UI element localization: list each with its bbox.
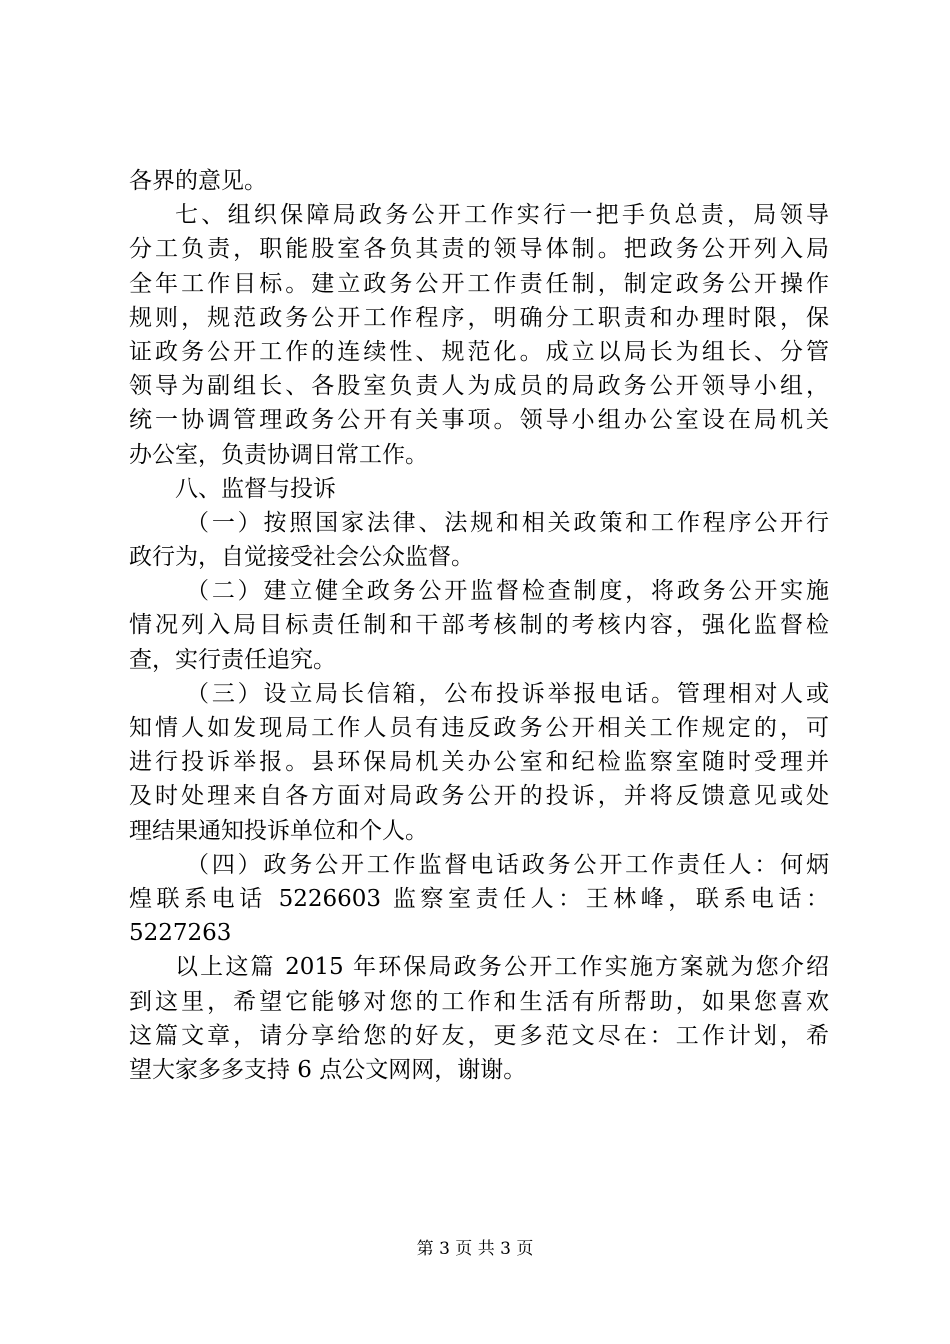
text-line: 以上这篇 2015 年环保局政务公开工作实施方案就为您介绍 bbox=[175, 954, 829, 981]
text-line: 知情人如发现局工作人员有违反政务公开相关工作规定的，可 bbox=[129, 715, 829, 741]
text-line: 查，实行责任追究。 bbox=[129, 646, 336, 673]
text-line: （一）按照国家法律、法规和相关政策和工作程序公开行 bbox=[186, 509, 829, 536]
text-line: 各界的意见。 bbox=[129, 168, 267, 194]
text-line: 八、监督与投诉 bbox=[175, 475, 336, 502]
text-line: 分工负责，职能股室各负其责的领导体制。把政务公开列入局 bbox=[129, 236, 829, 263]
page-number-footer: 第 3 页 共 3 页 bbox=[416, 1239, 534, 1259]
text-line: 进行投诉举报。县环保局机关办公室和纪检监察室随时受理并 bbox=[129, 749, 829, 776]
text-line: 领导为副组长、各股室负责人为成员的局政务公开领导小组， bbox=[129, 373, 829, 400]
text-line: （四）政务公开工作监督电话政务公开工作责任人：何炳 bbox=[186, 851, 829, 878]
text-line: 七、组织保障局政务公开工作实行一把手负总责，局领导 bbox=[175, 202, 829, 229]
text-line: 全年工作目标。建立政务公开工作责任制，制定政务公开操作 bbox=[129, 270, 829, 297]
text-line: 及时处理来自各方面对局政务公开的投诉，并将反馈意见或处 bbox=[129, 783, 829, 810]
text-line: （二）建立健全政务公开监督检查制度，将政务公开实施 bbox=[186, 578, 829, 605]
text-line: 5227263 bbox=[129, 920, 232, 947]
text-line: 办公室，负责协调日常工作。 bbox=[129, 441, 428, 468]
text-line: 统一协调管理政务公开有关事项。领导小组办公室设在局机关 bbox=[129, 407, 829, 434]
text-line: 规则，规范政务公开工作程序，明确分工职责和办理时限，保 bbox=[129, 304, 829, 331]
text-line: （三）设立局长信箱，公布投诉举报电话。管理相对人或 bbox=[186, 680, 829, 707]
text-line: 望大家多多支持 6 点公文网网，谢谢。 bbox=[129, 1056, 527, 1083]
text-line: 这篇文章，请分享给您的好友，更多范文尽在：工作计划，希 bbox=[129, 1022, 829, 1049]
text-line: 证政务公开工作的连续性、规范化。成立以局长为组长、分管 bbox=[129, 338, 829, 365]
text-line: 煌联系电话 5226603 监察室责任人：王林峰，联系电话： bbox=[129, 885, 829, 912]
text-line: 理结果通知投诉单位和个人。 bbox=[129, 817, 428, 844]
text-line: 情况列入局目标责任制和干部考核制的考核内容，强化监督检 bbox=[129, 612, 829, 639]
text-line: 到这里，希望它能够对您的工作和生活有所帮助，如果您喜欢 bbox=[129, 988, 829, 1015]
document-body bbox=[129, 164, 829, 1087]
text-line: 政行为，自觉接受社会公众监督。 bbox=[129, 544, 474, 571]
